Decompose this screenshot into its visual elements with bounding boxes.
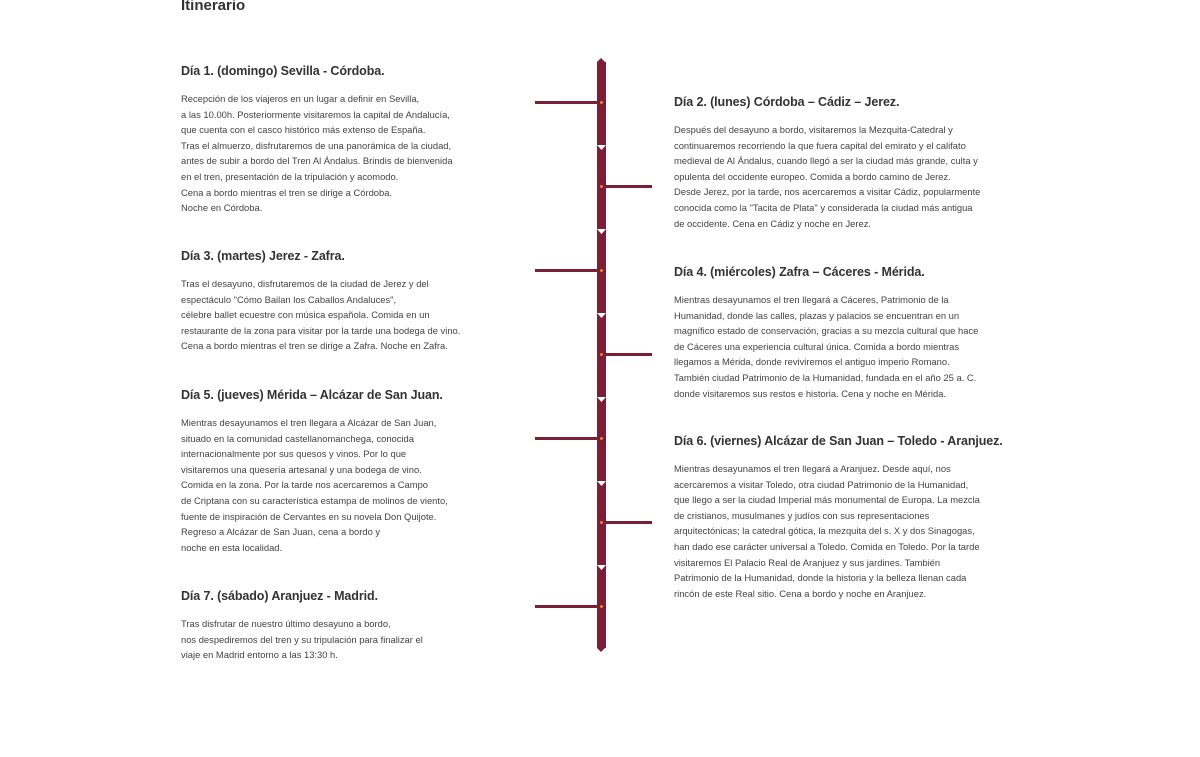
description-line: acercaremos a visitar Toledo, otra ciudad Patrimonio de la Humanidad, xyxy=(674,478,969,490)
description-line: También ciudad Patrimonio de la Humanidad, fundada en el año 25 a. C. xyxy=(674,371,977,383)
page-title: Itinerario xyxy=(181,0,246,14)
description-line: Mientras desayunamos el tren llegará a Cáceres, Patrimonio de la xyxy=(674,294,949,305)
description-line: célebre ballet ecuestre con música española. Comida en un xyxy=(181,309,430,321)
day-description xyxy=(181,276,460,354)
description-line: viaje en Madrid entorno a las 13:30 h. xyxy=(181,649,338,661)
day-description xyxy=(674,292,978,401)
timeline-dot xyxy=(600,605,603,608)
description-line: Comida en la zona. Por la tarde nos acercaremos a Campo xyxy=(181,479,429,491)
description-line: conocida como la "Tacita de Plata" y considerada la ciudad más antigua xyxy=(674,201,973,213)
day-heading: Día 2. (lunes) Córdoba – Cádiz – Jerez. xyxy=(674,95,900,109)
day-description xyxy=(181,415,448,555)
timeline-dot xyxy=(600,353,603,356)
description-line: Cena a bordo mientras el tren se dirige a Zafra. Noche en Zafra. xyxy=(181,340,448,352)
description-line: rincón de este Real sitio. Cena a bordo y noche en Aranjuez. xyxy=(674,587,927,599)
timeline-dot xyxy=(600,185,603,188)
description-line: noche en esta localidad. xyxy=(181,541,283,553)
description-line: fuente de inspiración de Cervantes en su novela Don Quijote. xyxy=(181,510,437,522)
timeline-dot xyxy=(600,101,603,104)
timeline-connector xyxy=(535,101,597,104)
day-heading: Día 7. (sábado) Aranjuez - Madrid. xyxy=(181,589,378,603)
timeline-connector xyxy=(606,353,652,356)
description-line: internacionalmente por sus quesos y vinos. Por lo que xyxy=(181,448,407,460)
description-line: visitaremos una quesería artesanal y una bodega de vino. xyxy=(181,463,422,475)
day-5 xyxy=(181,388,448,555)
description-line: de occidente. Cena en Cádiz y noche en Jerez. xyxy=(674,217,871,229)
description-line: que cuenta con el casco histórico más extenso de España. xyxy=(181,124,426,136)
timeline-dot xyxy=(600,437,603,440)
description-line: arquitectónicas; la catedral gótica, la mezquita del s. X y dos Sinagogas, xyxy=(674,525,975,537)
description-line: restaurante de la zona para visitar por la tarde una bodega de vino. xyxy=(181,324,461,336)
description-line: Mientras desayunamos el tren llegará a Aranjuez. Desde aquí, nos xyxy=(674,463,951,474)
timeline-cap-bottom xyxy=(597,648,605,652)
day-description xyxy=(181,91,453,216)
description-line: Tras el almuerzo, disfrutaremos de una panorámica de la ciudad, xyxy=(181,139,452,151)
day-6 xyxy=(674,434,1003,601)
day-1 xyxy=(181,64,453,216)
description-line: llegamos a Mérida, donde reviviremos el antiguo imperio Romano. xyxy=(674,356,950,368)
description-line: de cristianos, musulmanes y judíos con sus representaciones xyxy=(674,509,930,521)
description-line: Noche en Córdoba. xyxy=(181,202,263,214)
day-7 xyxy=(181,589,423,663)
description-line: donde visitaremos sus restos e historia. Cena y noche en Mérida. xyxy=(674,387,947,399)
description-line: Regreso a Alcázar de San Juan, cena a bordo y xyxy=(181,526,381,538)
description-line: opulenta del occidente europeo. Comida a bordo camino de Jerez. xyxy=(674,170,951,182)
day-3 xyxy=(181,249,460,354)
day-4 xyxy=(674,265,978,401)
description-line: Tras el desayuno, disfrutaremos de la ciudad de Jerez y del xyxy=(181,278,429,289)
description-line: de Cáceres una experiencia cultural única. Comida a bordo mientras xyxy=(674,340,960,352)
timeline-dot xyxy=(600,269,603,272)
description-line: visitaremos El Palacio Real de Aranjuez y sus jardines. También xyxy=(674,556,941,568)
description-line: en el tren, presentación de la tripulación y acomodo. xyxy=(181,170,399,182)
timeline-connector xyxy=(535,605,597,608)
day-heading: Día 4. (miércoles) Zafra – Cáceres - Mérida. xyxy=(674,265,925,279)
description-line: de Criptana con su característica estampa de molinos de viento, xyxy=(181,494,448,506)
description-line: Patrimonio de la Humanidad, donde la historia y la belleza llenan cada xyxy=(674,572,967,584)
description-line: situado en la comunidad castellanomanchega, conocida xyxy=(181,432,414,444)
description-line: nos despediremos del tren y su tripulación para finalizar el xyxy=(181,633,423,645)
description-line: a las 10.00h. Posteriormente visitaremos la capital de Andalucía, xyxy=(181,108,450,120)
description-line: Cena a bordo mientras el tren se dirige a Córdoba. xyxy=(181,186,393,198)
day-description xyxy=(181,616,423,663)
timeline-connector xyxy=(535,437,597,440)
day-heading: Día 6. (viernes) Alcázar de San Juan – Toledo - Aranjuez. xyxy=(674,434,1003,448)
day-2 xyxy=(674,95,980,231)
description-line: han dado ese carácter universal a Toledo. Comida en Toledo. Por la tarde xyxy=(674,540,980,552)
day-heading: Día 5. (jueves) Mérida – Alcázar de San Juan. xyxy=(181,388,443,402)
timeline-connector xyxy=(606,521,652,524)
description-line: medieval de Al Ándalus, cuando llegó a ser la ciudad más grande, culta y xyxy=(674,155,978,167)
day-heading: Día 3. (martes) Jerez - Zafra. xyxy=(181,249,345,263)
description-line: magnífico estado de conservación, gracias a su mezcla cultural que hace xyxy=(674,325,979,337)
description-line: Recepción de los viajeros en un lugar a definir en Sevilla, xyxy=(181,93,420,104)
day-description xyxy=(674,122,980,231)
timeline-dot xyxy=(600,521,603,524)
day-heading: Día 1. (domingo) Sevilla - Córdoba. xyxy=(181,64,385,78)
day-description xyxy=(674,461,1003,601)
description-line: Desde Jerez, por la tarde, nos acercaremos a visitar Cádiz, popularmente xyxy=(674,186,981,198)
description-line: Humanidad, donde las calles, plazas y palacios se encuentran en un xyxy=(674,309,960,321)
timeline-connector xyxy=(535,269,597,272)
description-line: Después del desayuno a bordo, visitaremos la Mezquita-Catedral y xyxy=(674,124,953,135)
description-line: que llego a ser la ciudad Imperial más monumental de Europa. La mezcla xyxy=(674,494,980,506)
description-line: Tras disfrutar de nuestro último desayuno a bordo, xyxy=(181,618,391,629)
description-line: continuaremos recorriendo la que fuera capital del emirato y el califato xyxy=(674,139,966,151)
description-line: antes de subir a bordo del Tren Al Ándalus. Brindis de bienvenida xyxy=(181,155,453,167)
description-line: espectáculo "Cómo Bailan los Caballos Andaluces", xyxy=(181,293,397,305)
description-line: Mientras desayunamos el tren llegara a Alcázar de San Juan, xyxy=(181,417,437,428)
timeline-connector xyxy=(606,185,652,188)
